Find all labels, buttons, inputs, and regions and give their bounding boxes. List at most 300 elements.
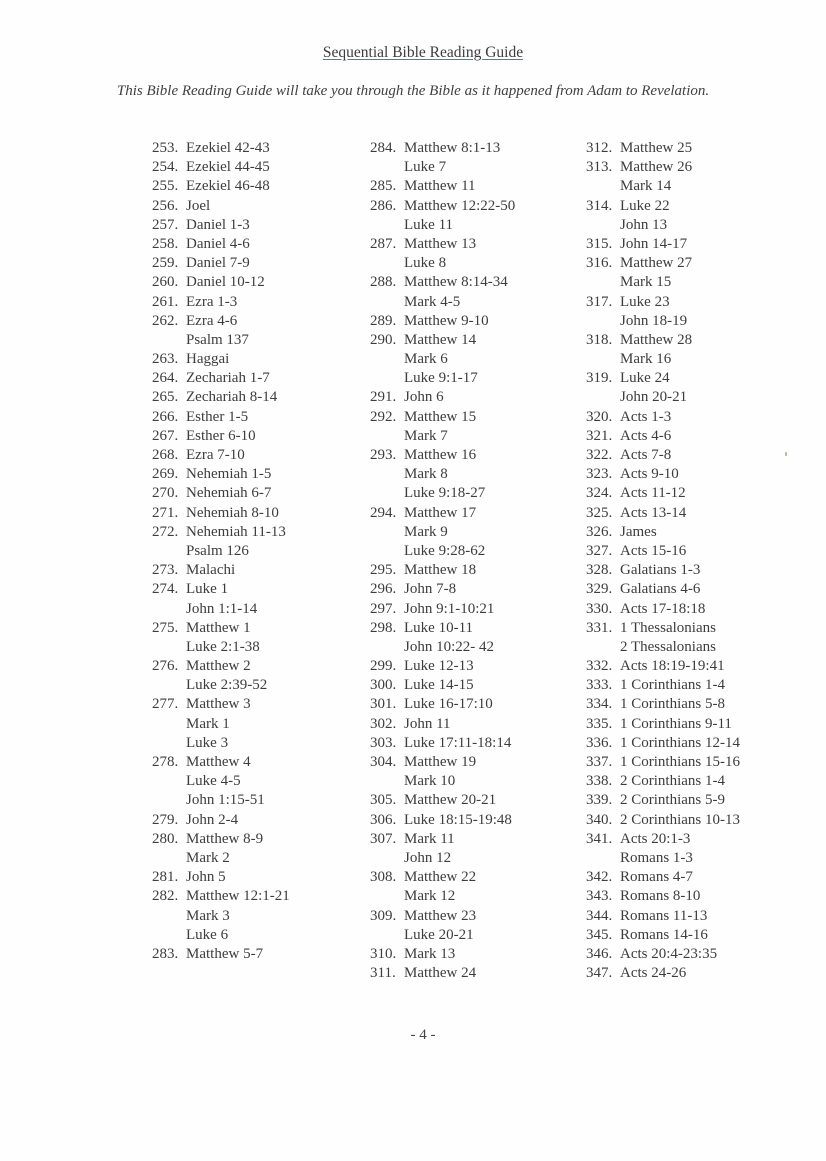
reading-entry <box>152 427 290 446</box>
reading-line <box>370 408 515 427</box>
reading-entry <box>586 331 740 369</box>
reading-entry <box>370 964 515 983</box>
reading-continuation-line <box>152 849 290 868</box>
reading-line <box>586 868 740 887</box>
reading-passage: Romans 4-7 <box>620 869 693 886</box>
reading-passage: Zechariah 1-7 <box>186 370 270 387</box>
reading-passage: Luke 11 <box>404 216 454 233</box>
reading-entry <box>152 695 290 753</box>
reading-entry <box>586 484 740 503</box>
reading-line <box>152 811 290 830</box>
reading-number: 311. <box>370 965 396 982</box>
reading-passage: Luke 20-21 <box>404 926 474 943</box>
reading-passage: Malachi <box>186 562 236 579</box>
reading-passage: Acts 1-3 <box>620 408 672 425</box>
reading-line <box>586 676 740 695</box>
reading-passage: 1 Corinthians 12-14 <box>620 734 740 751</box>
reading-passage: Matthew 25 <box>620 140 693 156</box>
reading-passage: Matthew 27 <box>620 255 693 272</box>
reading-passage: Matthew 15 <box>404 408 477 425</box>
reading-entry <box>152 388 290 407</box>
reading-continuation-line <box>370 216 515 235</box>
reading-line <box>152 868 290 887</box>
reading-passage: Matthew 23 <box>404 907 477 924</box>
reading-entry <box>586 369 740 407</box>
reading-number: 284. <box>370 140 397 156</box>
reading-passage: 1 Corinthians 15-16 <box>620 754 740 770</box>
reading-line <box>586 254 740 273</box>
page-title-text: Sequential Bible Reading Guide <box>322 44 524 61</box>
reading-passage: Matthew 5-7 <box>186 945 264 962</box>
reading-entry <box>152 465 290 484</box>
reading-continuation-line <box>370 887 515 906</box>
reading-line <box>586 811 740 830</box>
reading-line <box>152 446 290 465</box>
reading-entry <box>370 791 515 810</box>
reading-number: 271. <box>152 504 179 521</box>
reading-entry <box>370 753 515 791</box>
reading-line <box>152 427 290 446</box>
reading-passage: Luke 22 <box>620 197 670 214</box>
reading-entry <box>370 139 515 177</box>
reading-number: 254. <box>152 159 179 176</box>
reading-number: 262. <box>152 312 179 329</box>
reading-line <box>586 293 740 312</box>
reading-passage: Matthew 8:1-13 <box>404 140 501 156</box>
reading-passage: Joel <box>186 197 211 214</box>
reading-line <box>586 715 740 734</box>
reading-entry <box>370 868 515 906</box>
reading-passage: Luke 23 <box>620 293 670 310</box>
reading-line <box>586 926 740 945</box>
reading-passage: Mark 9 <box>404 523 448 540</box>
reading-passage: Matthew 8-9 <box>186 830 264 847</box>
reading-number: 345. <box>586 926 613 943</box>
reading-entry <box>586 600 740 619</box>
reading-entry <box>586 830 740 868</box>
reading-passage: Luke 6 <box>186 926 229 943</box>
reading-continuation-line <box>586 216 740 235</box>
reading-passage: Acts 4-6 <box>620 427 672 444</box>
reading-line <box>586 523 740 542</box>
reading-entry <box>370 734 515 753</box>
reading-passage: Acts 18:19-19:41 <box>620 658 725 675</box>
reading-entry <box>586 446 740 465</box>
reading-continuation-line <box>370 293 515 312</box>
reading-entry <box>152 446 290 465</box>
reading-passage: Matthew 26 <box>620 159 693 176</box>
reading-line <box>586 734 740 753</box>
reading-number: 343. <box>586 888 613 905</box>
reading-number: 256. <box>152 197 179 214</box>
reading-passage: Acts 20:1-3 <box>620 830 691 847</box>
reading-line <box>586 657 740 676</box>
reading-passage: Romans 8-10 <box>620 888 701 905</box>
reading-line <box>586 830 740 849</box>
reading-line <box>152 254 290 273</box>
reading-number: 272. <box>152 523 179 540</box>
reading-entry <box>586 408 740 427</box>
reading-continuation-line <box>152 600 290 619</box>
reading-number: 264. <box>152 370 179 387</box>
reading-entry <box>370 408 515 446</box>
reading-entry <box>586 734 740 753</box>
reading-passage: John 18-19 <box>620 312 688 329</box>
reading-line <box>586 408 740 427</box>
reading-entry <box>370 446 515 504</box>
reading-number: 305. <box>370 792 397 809</box>
reading-entry <box>586 791 740 810</box>
reading-entry <box>152 254 290 273</box>
reading-continuation-line <box>370 350 515 369</box>
reading-passage: John 12 <box>404 849 452 866</box>
reading-entry <box>586 580 740 599</box>
reading-passage: Luke 9:1-17 <box>404 370 478 387</box>
reading-line <box>152 695 290 714</box>
reading-passage: Mark 12 <box>404 888 456 905</box>
reading-continuation-line <box>370 523 515 542</box>
reading-passage: John 6 <box>404 389 444 406</box>
reading-passage: Matthew 17 <box>404 504 477 521</box>
reading-entry <box>152 619 290 657</box>
reading-entry <box>152 312 290 350</box>
reading-continuation-line <box>370 484 515 503</box>
scan-speck <box>785 452 787 456</box>
reading-continuation-line <box>370 254 515 273</box>
reading-entry <box>370 312 515 331</box>
reading-continuation-line <box>370 638 515 657</box>
reading-entry <box>586 561 740 580</box>
reading-passage: John 5 <box>186 869 226 886</box>
reading-entry <box>152 523 290 561</box>
reading-line <box>152 235 290 254</box>
reading-line <box>586 504 740 523</box>
reading-passage: John 11 <box>404 715 451 732</box>
reading-line <box>586 791 740 810</box>
reading-line <box>152 657 290 676</box>
reading-passage: Mark 6 <box>404 351 448 368</box>
reading-passage: Matthew 4 <box>186 754 251 770</box>
reading-line <box>586 695 740 714</box>
reading-passage: Luke 1 <box>186 581 229 598</box>
reading-number: 294. <box>370 504 397 521</box>
reading-continuation-line <box>370 369 515 388</box>
reading-passage: John 9:1-10:21 <box>404 600 495 617</box>
reading-continuation-line <box>370 772 515 791</box>
reading-number: 278. <box>152 754 179 770</box>
reading-entry <box>586 254 740 292</box>
reading-line <box>152 273 290 292</box>
reading-line <box>152 293 290 312</box>
reading-entry <box>586 676 740 695</box>
reading-entry <box>152 235 290 254</box>
reading-passage: Acts 24-26 <box>620 965 687 982</box>
reading-number: 339. <box>586 792 613 809</box>
reading-passage: Mark 14 <box>620 178 672 195</box>
reading-passage: 2 Corinthians 10-13 <box>620 811 740 828</box>
reading-number: 258. <box>152 235 179 252</box>
reading-line <box>586 580 740 599</box>
reading-passage: Esther 6-10 <box>186 427 256 444</box>
reading-entry <box>370 177 515 196</box>
reading-number: 295. <box>370 562 397 579</box>
reading-entry <box>370 657 515 676</box>
reading-line <box>370 388 515 407</box>
reading-entry <box>370 619 515 657</box>
reading-line <box>586 619 740 638</box>
reading-passage: Matthew 13 <box>404 235 477 252</box>
reading-passage: Luke 9:18-27 <box>404 485 486 502</box>
reading-number: 261. <box>152 293 179 310</box>
reading-line <box>586 907 740 926</box>
reading-line <box>370 868 515 887</box>
reading-number: 316. <box>586 255 613 272</box>
reading-passage: Daniel 7-9 <box>186 255 250 272</box>
reading-passage: Acts 17-18:18 <box>620 600 706 617</box>
reading-column-1 <box>152 139 290 964</box>
reading-line <box>586 446 740 465</box>
reading-number: 296. <box>370 581 397 598</box>
reading-passage: Psalm 126 <box>186 542 249 559</box>
reading-line <box>370 830 515 849</box>
page-title <box>0 44 826 62</box>
reading-line <box>370 945 515 964</box>
reading-number: 336. <box>586 734 613 751</box>
reading-line <box>586 369 740 388</box>
reading-entry <box>586 657 740 676</box>
reading-line <box>152 197 290 216</box>
reading-passage: Matthew 28 <box>620 331 693 348</box>
reading-entry <box>370 580 515 599</box>
reading-entry <box>586 504 740 523</box>
reading-line <box>152 388 290 407</box>
reading-continuation-line <box>152 715 290 734</box>
reading-number: 333. <box>586 677 613 694</box>
page-number: - 4 - <box>410 1027 436 1043</box>
reading-number: 321. <box>586 427 613 444</box>
reading-entry <box>586 753 740 772</box>
reading-number: 344. <box>586 907 613 924</box>
reading-entry <box>586 811 740 830</box>
reading-passage: Nehemiah 11-13 <box>186 523 286 540</box>
reading-number: 263. <box>152 351 179 368</box>
reading-number: 266. <box>152 408 179 425</box>
reading-passage: Mark 4-5 <box>404 293 461 310</box>
reading-number: 326. <box>586 523 613 540</box>
reading-continuation-line <box>152 907 290 926</box>
reading-passage: Matthew 1 <box>186 619 251 636</box>
reading-number: 270. <box>152 485 179 502</box>
reading-line <box>586 600 740 619</box>
reading-line <box>152 177 290 196</box>
reading-continuation-line <box>586 273 740 292</box>
reading-number: 308. <box>370 869 397 886</box>
reading-number: 342. <box>586 869 613 886</box>
reading-number: 299. <box>370 658 397 675</box>
page-subtitle: This Bible Reading Guide will take you through the Bible as it happened from Adam to Revelation. <box>116 83 710 99</box>
reading-number: 335. <box>586 715 613 732</box>
reading-continuation-line <box>370 427 515 446</box>
reading-line <box>152 465 290 484</box>
reading-passage: 1 Corinthians 9-11 <box>620 715 732 732</box>
reading-passage: Psalm 137 <box>186 331 249 348</box>
reading-line <box>370 791 515 810</box>
reading-line <box>370 676 515 695</box>
reading-passage: Daniel 1-3 <box>186 216 250 233</box>
reading-number: 330. <box>586 600 613 617</box>
reading-line <box>370 715 515 734</box>
reading-number: 331. <box>586 619 613 636</box>
reading-number: 281. <box>152 869 179 886</box>
reading-line <box>152 158 290 177</box>
reading-passage: 2 Thessalonians <box>620 638 716 655</box>
reading-number: 327. <box>586 542 613 559</box>
reading-number: 313. <box>586 159 613 176</box>
reading-number: 301. <box>370 696 397 713</box>
reading-number: 312. <box>586 140 613 156</box>
reading-line <box>370 695 515 714</box>
reading-passage: John 2-4 <box>186 811 239 828</box>
reading-line <box>370 331 515 350</box>
reading-entry <box>586 158 740 196</box>
reading-number: 257. <box>152 216 179 233</box>
reading-passage: Romans 14-16 <box>620 926 708 943</box>
reading-passage: Acts 7-8 <box>620 447 672 463</box>
reading-line <box>152 369 290 388</box>
reading-line <box>370 907 515 926</box>
reading-line <box>586 964 740 983</box>
reading-line <box>152 830 290 849</box>
reading-passage: Esther 1-5 <box>186 408 249 425</box>
reading-passage: Mark 3 <box>186 907 230 924</box>
reading-passage: Acts 9-10 <box>620 466 679 483</box>
reading-number: 269. <box>152 466 179 483</box>
reading-number: 285. <box>370 178 397 195</box>
reading-line <box>152 312 290 331</box>
reading-number: 265. <box>152 389 179 406</box>
reading-entry <box>152 753 290 811</box>
reading-passage: Ezra 1-3 <box>186 293 238 310</box>
reading-line <box>586 753 740 772</box>
reading-passage: Luke 17:11-18:14 <box>404 734 512 751</box>
reading-entry <box>586 695 740 714</box>
reading-line <box>370 446 515 465</box>
reading-passage: 2 Corinthians 5-9 <box>620 792 725 809</box>
reading-entry <box>370 907 515 945</box>
reading-line <box>586 197 740 216</box>
reading-number: 314. <box>586 197 613 214</box>
reading-number: 302. <box>370 715 397 732</box>
reading-continuation-line <box>152 772 290 791</box>
reading-entry <box>152 273 290 292</box>
reading-continuation-line <box>586 638 740 657</box>
reading-passage: Luke 2:39-52 <box>186 677 268 694</box>
reading-line <box>586 139 740 158</box>
reading-passage: Acts 20:4-23:35 <box>620 945 718 962</box>
reading-line <box>152 619 290 638</box>
reading-line <box>152 753 290 772</box>
reading-passage: Luke 12-13 <box>404 658 474 675</box>
reading-passage: Matthew 12:1-21 <box>186 888 290 905</box>
reading-entry <box>152 580 290 618</box>
reading-passage: John 1:15-51 <box>186 792 265 809</box>
reading-passage: John 14-17 <box>620 235 688 252</box>
reading-number: 334. <box>586 696 613 713</box>
reading-entry <box>586 945 740 964</box>
reading-line <box>370 580 515 599</box>
reading-column-3 <box>586 139 740 983</box>
reading-passage: Nehemiah 6-7 <box>186 485 272 502</box>
reading-continuation-line <box>152 331 290 350</box>
reading-entry <box>370 561 515 580</box>
reading-entry <box>152 657 290 695</box>
reading-entry <box>152 369 290 388</box>
reading-line <box>586 561 740 580</box>
reading-passage: Matthew 11 <box>404 178 476 195</box>
reading-number: 290. <box>370 331 397 348</box>
reading-passage: Matthew 24 <box>404 965 477 982</box>
reading-line <box>370 197 515 216</box>
reading-passage: Mark 13 <box>404 945 456 962</box>
reading-entry <box>152 293 290 312</box>
reading-passage: 1 Corinthians 5-8 <box>620 696 725 713</box>
reading-number: 275. <box>152 619 179 636</box>
reading-passage: Matthew 18 <box>404 562 477 579</box>
reading-passage: Nehemiah 8-10 <box>186 504 279 521</box>
reading-line <box>152 504 290 523</box>
reading-number: 293. <box>370 447 397 463</box>
reading-entry <box>370 504 515 562</box>
reading-passage: Ezra 4-6 <box>186 312 238 329</box>
reading-number: 286. <box>370 197 397 214</box>
reading-number: 277. <box>152 696 179 713</box>
reading-continuation-line <box>370 158 515 177</box>
reading-number: 298. <box>370 619 397 636</box>
reading-line <box>586 235 740 254</box>
reading-line <box>152 216 290 235</box>
reading-passage: Matthew 2 <box>186 658 251 675</box>
reading-number: 332. <box>586 658 613 675</box>
reading-number: 323. <box>586 466 613 483</box>
reading-passage: Matthew 3 <box>186 696 251 713</box>
reading-passage: Zechariah 8-14 <box>186 389 278 406</box>
reading-number: 279. <box>152 811 179 828</box>
reading-entry <box>586 868 740 887</box>
reading-number: 273. <box>152 562 179 579</box>
reading-entry <box>152 216 290 235</box>
reading-entry <box>586 293 740 331</box>
reading-line <box>586 465 740 484</box>
reading-line <box>586 484 740 503</box>
reading-passage: Matthew 19 <box>404 754 477 770</box>
reading-passage: Acts 11-12 <box>620 485 686 502</box>
reading-passage: Haggai <box>186 351 230 368</box>
reading-passage: John 7-8 <box>404 581 457 598</box>
reading-entry <box>152 197 290 216</box>
reading-entry <box>370 273 515 311</box>
reading-line <box>586 542 740 561</box>
reading-passage: Luke 14-15 <box>404 677 474 694</box>
reading-passage: Mark 16 <box>620 351 672 368</box>
reading-line <box>370 811 515 830</box>
reading-number: 318. <box>586 331 613 348</box>
reading-number: 280. <box>152 830 179 847</box>
reading-entry <box>152 158 290 177</box>
reading-passage: Matthew 14 <box>404 331 477 348</box>
reading-continuation-line <box>586 388 740 407</box>
reading-continuation-line <box>152 926 290 945</box>
reading-continuation-line <box>152 676 290 695</box>
